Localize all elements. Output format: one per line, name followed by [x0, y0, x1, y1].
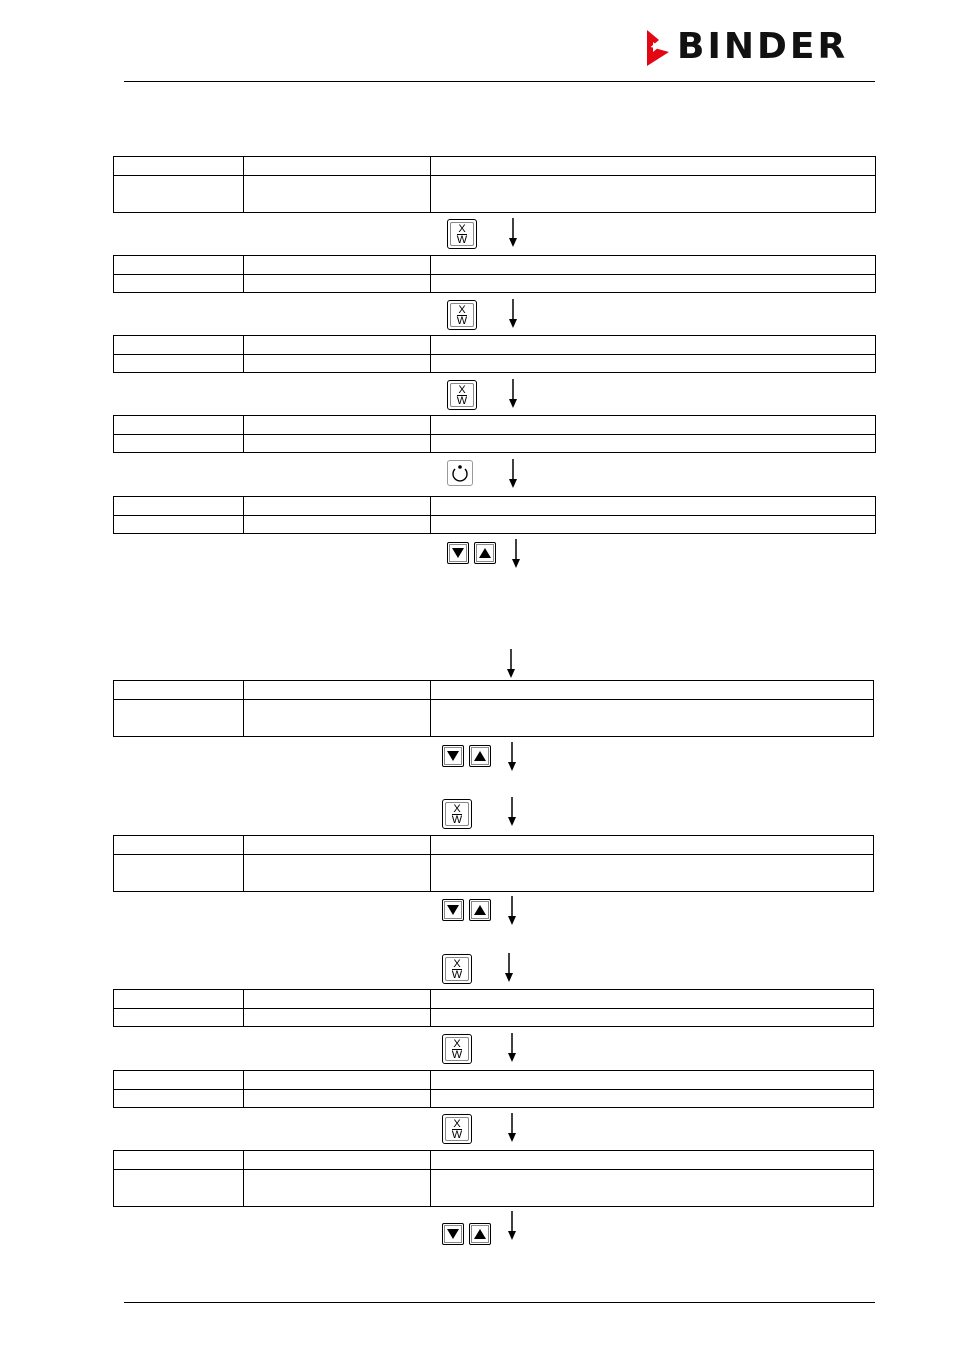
binder-logo-mark-icon [645, 30, 671, 66]
xw-key-icon: X W [447, 219, 477, 249]
xw-key-icon: X W [447, 380, 477, 410]
up-key-icon [474, 542, 496, 564]
down-key-icon [442, 745, 464, 767]
down-arrow-icon [505, 742, 519, 772]
program-key-icon [447, 460, 473, 486]
display-table-7 [113, 835, 874, 892]
down-arrow-icon [509, 539, 523, 569]
display-table-2 [113, 255, 876, 293]
display-table-8 [113, 989, 874, 1027]
display-table-9 [113, 1070, 874, 1108]
display-table-1 [113, 156, 876, 213]
down-key-icon [442, 1223, 464, 1245]
display-table-4 [113, 415, 876, 453]
down-arrow-icon [505, 896, 519, 926]
up-key-icon [469, 1223, 491, 1245]
header-rule [124, 81, 875, 82]
binder-logo [645, 26, 877, 67]
display-table-10 [113, 1150, 874, 1207]
down-arrow-icon [505, 1211, 519, 1241]
xw-key-icon: X W [442, 799, 472, 829]
down-key-icon [442, 899, 464, 921]
display-table-5 [113, 496, 876, 534]
down-arrow-icon [505, 1113, 519, 1143]
down-arrow-icon [506, 379, 520, 409]
down-arrow-icon [504, 649, 518, 679]
xw-key-icon: X W [442, 1114, 472, 1144]
down-key-icon [447, 542, 469, 564]
display-table-3 [113, 335, 876, 373]
xw-key-icon: X W [442, 954, 472, 984]
up-key-icon [469, 899, 491, 921]
footer-rule [124, 1302, 875, 1303]
xw-key-icon: X W [442, 1034, 472, 1064]
down-arrow-icon [506, 218, 520, 248]
down-arrow-icon [505, 797, 519, 827]
down-arrow-icon [506, 299, 520, 329]
xw-key-icon: X W [447, 300, 477, 330]
up-key-icon [469, 745, 491, 767]
down-arrow-icon [506, 459, 520, 489]
display-table-6 [113, 680, 874, 737]
binder-logo-text: BINDER [677, 26, 849, 67]
down-arrow-icon [505, 1033, 519, 1063]
down-arrow-icon [502, 953, 516, 983]
